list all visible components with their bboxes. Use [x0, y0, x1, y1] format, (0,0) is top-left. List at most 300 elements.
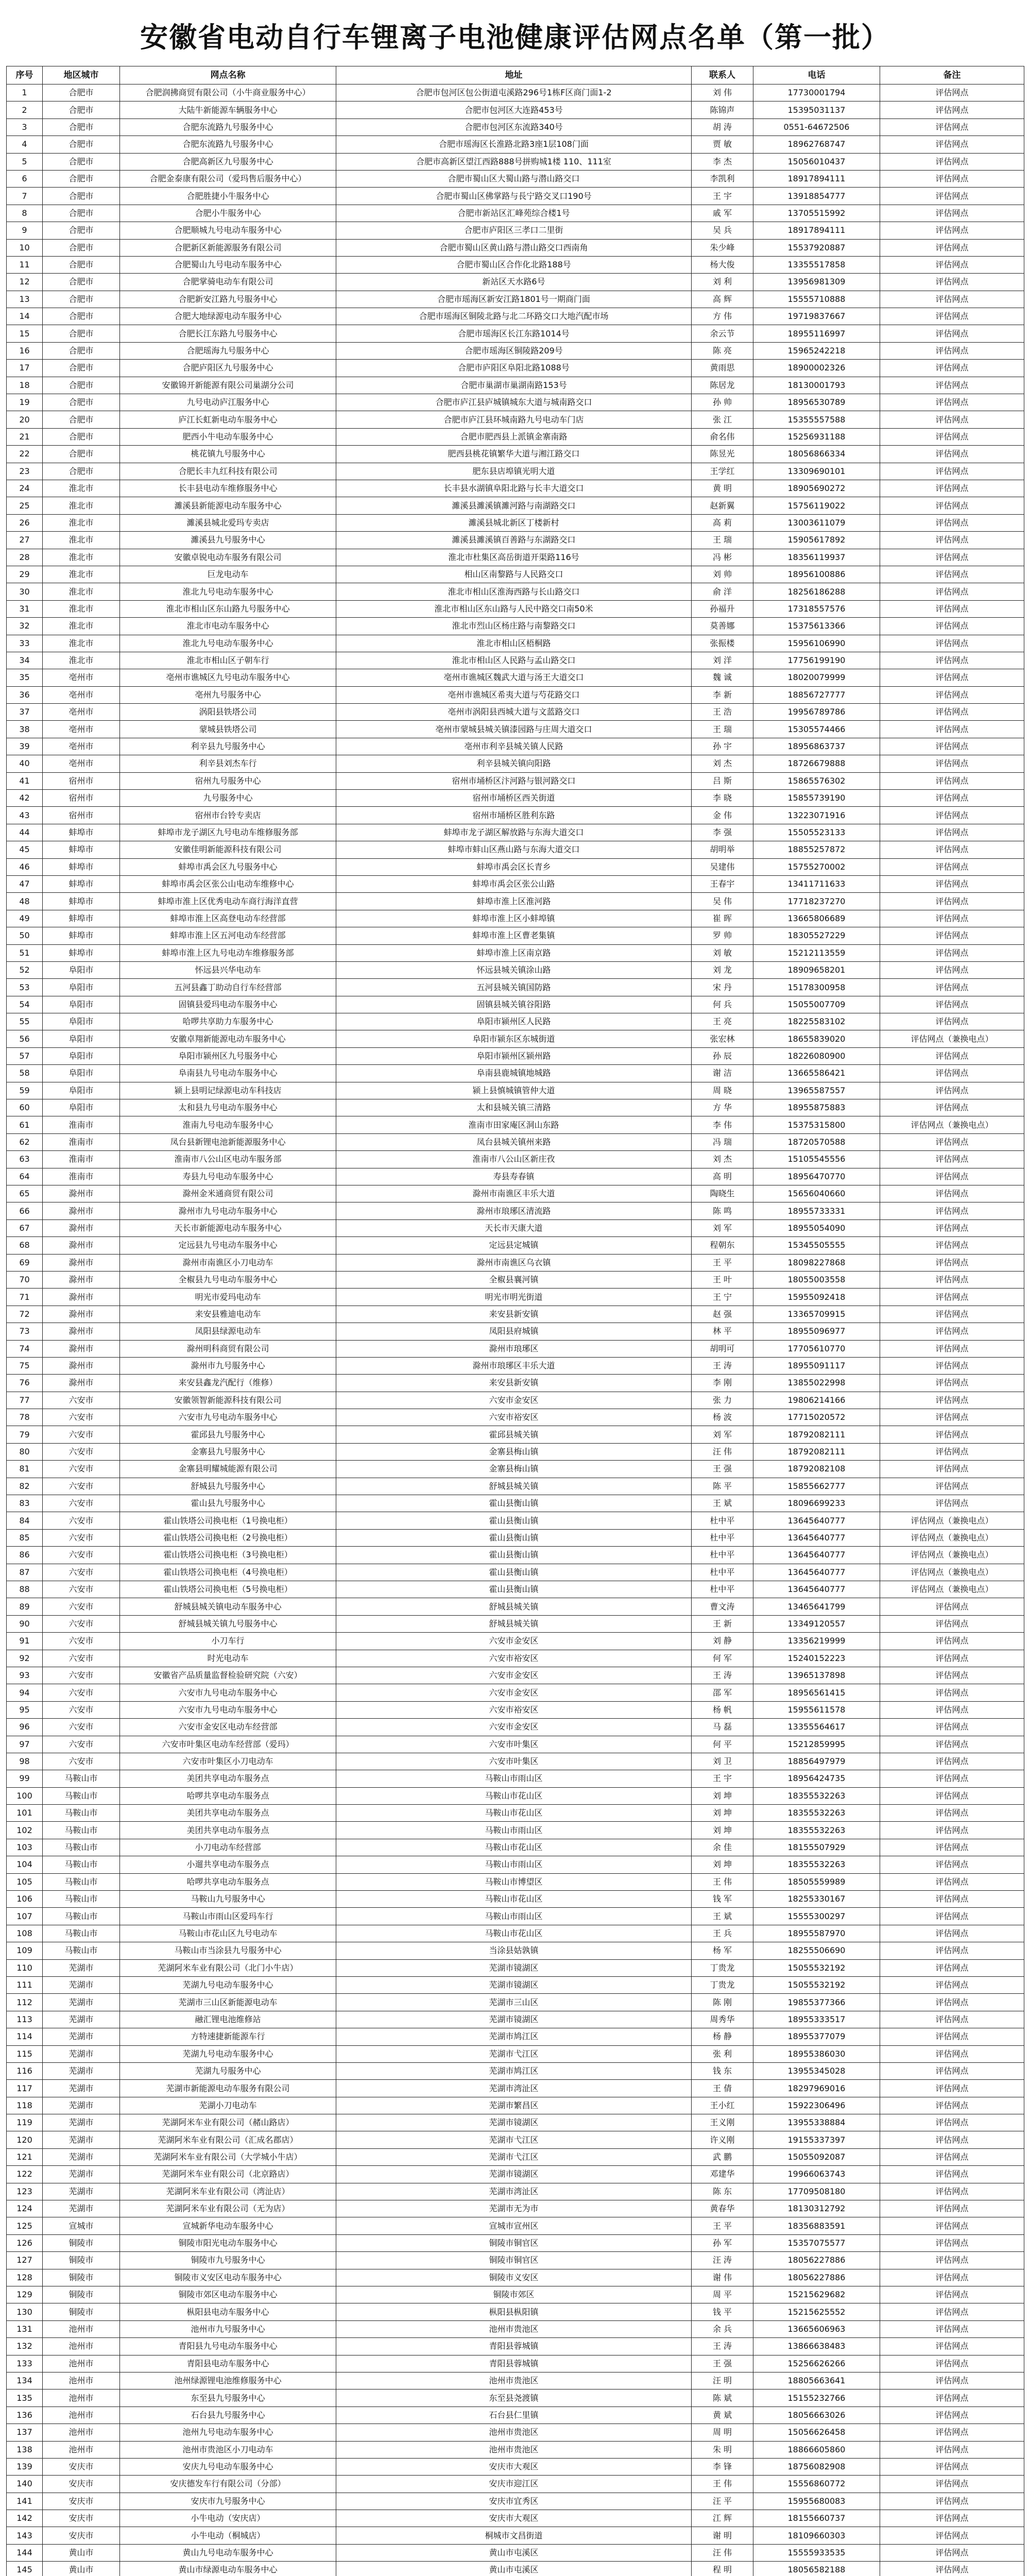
table-row: [7, 2131, 1024, 2148]
cell-contact: 黄雨思: [692, 360, 753, 377]
cell-phone: 17709508180: [753, 2183, 880, 2200]
cell-city: 淮南市: [43, 1133, 120, 1150]
cell-remark: 评估网点（兼换电点）: [880, 1564, 1024, 1581]
cell-remark: 评估网点: [880, 875, 1024, 892]
cell-name: 霍山铁塔公司换电柜（3号换电柜）: [120, 1547, 336, 1564]
cell-city: 合肥市: [43, 256, 120, 273]
cell-contact: 张宏林: [692, 1030, 753, 1047]
table-row: [7, 188, 1024, 205]
cell-name: 六安市九号电动车服务中心: [120, 1684, 336, 1701]
cell-remark: 评估网点: [880, 583, 1024, 600]
cell-contact: 钱 东: [692, 2062, 753, 2079]
cell-address: 相山区南黎路与人民路交口: [336, 566, 692, 583]
cell-remark: 评估网点: [880, 927, 1024, 944]
cell-address: 黄山市屯溪区: [336, 2544, 692, 2561]
cell-contact: 刘 坤: [692, 1805, 753, 1822]
table-row: [7, 1271, 1024, 1288]
cell-phone: 15505523133: [753, 824, 880, 841]
cell-address: 芜湖市湾沚区: [336, 2080, 692, 2097]
cell-name: 哈啰共享助力车服务中心: [120, 1013, 336, 1030]
table-row: [7, 394, 1024, 411]
table-row: [7, 1082, 1024, 1099]
cell-phone: 18955386030: [753, 2045, 880, 2062]
cell-phone: 18130001793: [753, 377, 880, 394]
cell-name: 定远县九号电动车服务中心: [120, 1237, 336, 1254]
cell-no: 20: [7, 411, 43, 428]
cell-no: 142: [7, 2510, 43, 2527]
cell-phone: 15055532192: [753, 1959, 880, 1976]
cell-no: 131: [7, 2320, 43, 2337]
cell-name: 方特速捷新能源车行: [120, 2028, 336, 2045]
cell-name: 合肥长丰九红科技有限公司: [120, 463, 336, 480]
table-row: [7, 618, 1024, 635]
cell-contact: 陈 亮: [692, 342, 753, 359]
cell-name: 九号电动庐江服务中心: [120, 394, 336, 411]
cell-address: 阜南县鹿城镇地城路: [336, 1065, 692, 1082]
cell-contact: 王 宇: [692, 188, 753, 205]
cell-phone: 15955611578: [753, 1701, 880, 1718]
cell-remark: 评估网点: [880, 394, 1024, 411]
table-row: [7, 583, 1024, 600]
cell-address: 铜陵市铜官区: [336, 2234, 692, 2251]
cell-city: 六安市: [43, 1719, 120, 1736]
cell-phone: 18720570588: [753, 1133, 880, 1150]
cell-phone: 18297969016: [753, 2080, 880, 2097]
cell-city: 芜湖市: [43, 2097, 120, 2114]
cell-name: 芜湖阿米车业有限公司（赭山路店）: [120, 2114, 336, 2131]
cell-name: 明光市爱玛电动车: [120, 1289, 336, 1306]
cell-address: 马鞍山市雨山区: [336, 1770, 692, 1787]
cell-no: 78: [7, 1409, 43, 1426]
cell-address: 肥西县桃花镇繁华大道与湘江路交口: [336, 446, 692, 463]
table-row: [7, 1047, 1024, 1064]
cell-contact: 王 涛: [692, 2338, 753, 2355]
cell-contact: 王 兵: [692, 1925, 753, 1942]
cell-name: 长丰县电动车维修服务中心: [120, 480, 336, 497]
cell-address: 蚌埠市禹会区张公山路: [336, 875, 692, 892]
cell-address: 五河县城关镇国防路: [336, 979, 692, 996]
cell-name: 芜湖阿米车业有限公司（北门小牛店）: [120, 1959, 336, 1976]
cell-contact: 何 平: [692, 1736, 753, 1753]
cell-phone: 13956981309: [753, 274, 880, 291]
cell-name: 合肥胜捷小牛服务中心: [120, 188, 336, 205]
cell-phone: 13355517858: [753, 256, 880, 273]
cell-phone: 13665806689: [753, 910, 880, 927]
cell-remark: 评估网点: [880, 1151, 1024, 1168]
cell-address: 亳州市利辛县城关镇人民路: [336, 738, 692, 755]
cell-address: 马鞍山市花山区: [336, 1787, 692, 1804]
cell-address: 池州市贵池区: [336, 2320, 692, 2337]
table-row: [7, 2544, 1024, 2561]
cell-phone: 18225583102: [753, 1013, 880, 1030]
cell-address: 芜湖市无为市: [336, 2200, 692, 2217]
cell-city: 池州市: [43, 2320, 120, 2337]
cell-remark: 评估网点: [880, 635, 1024, 652]
cell-city: 淮南市: [43, 1151, 120, 1168]
cell-phone: 15056010437: [753, 153, 880, 170]
cell-no: 84: [7, 1512, 43, 1529]
cell-remark: 评估网点: [880, 944, 1024, 961]
cell-name: 合肥长江东路九号服务中心: [120, 325, 336, 342]
cell-phone: 18956100886: [753, 566, 880, 583]
cell-remark: 评估网点: [880, 2200, 1024, 2217]
cell-no: 106: [7, 1891, 43, 1908]
cell-remark: 评估网点: [880, 1701, 1024, 1718]
cell-name: 六安市叶集区小刀电动车: [120, 1753, 336, 1770]
cell-phone: 18955733331: [753, 1202, 880, 1219]
cell-name: 青阳县电动车服务中心: [120, 2355, 336, 2372]
cell-remark: 评估网点: [880, 1994, 1024, 2011]
cell-address: 芜湖市镜湖区: [336, 1976, 692, 1993]
cell-remark: 评估网点: [880, 1822, 1024, 1839]
cell-name: 淮北市电动车服务中心: [120, 618, 336, 635]
cell-address: 淮北市烈山区杨庄路与南黎路交口: [336, 618, 692, 635]
cell-phone: 13665586421: [753, 1065, 880, 1082]
table-row: [7, 1013, 1024, 1030]
cell-address: 霍山县衡山镇: [336, 1581, 692, 1598]
table-row: [7, 1650, 1024, 1667]
cell-phone: 15215629682: [753, 2286, 880, 2303]
table-row: [7, 256, 1024, 273]
cell-address: 桐城市文昌街道: [336, 2527, 692, 2544]
table-row: [7, 2200, 1024, 2217]
cell-remark: 评估网点: [880, 532, 1024, 549]
cell-name: 安庆德发车行有限公司（分部）: [120, 2476, 336, 2493]
table-row: [7, 2338, 1024, 2355]
cell-remark: 评估网点: [880, 1185, 1024, 1202]
cell-address: 淮南市田家庵区洞山东路: [336, 1116, 692, 1133]
cell-no: 81: [7, 1461, 43, 1478]
cell-contact: 陈锦声: [692, 101, 753, 118]
cell-name: 小刀车行: [120, 1633, 336, 1650]
cell-no: 125: [7, 2217, 43, 2234]
cell-name: 东至县九号服务中心: [120, 2389, 336, 2406]
table-row: [7, 2028, 1024, 2045]
cell-name: 舒城县城关镇电动车服务中心: [120, 1598, 336, 1615]
cell-city: 合肥市: [43, 101, 120, 118]
cell-phone: 13411711633: [753, 875, 880, 892]
table-row: [7, 1133, 1024, 1150]
table-header-row: [7, 66, 1024, 84]
cell-no: 22: [7, 446, 43, 463]
cell-city: 合肥市: [43, 342, 120, 359]
cell-no: 39: [7, 738, 43, 755]
cell-contact: 何 兵: [692, 996, 753, 1013]
header-no: 序号: [7, 66, 43, 84]
table-row: [7, 2510, 1024, 2527]
cell-no: 69: [7, 1254, 43, 1271]
cell-contact: 李凯利: [692, 170, 753, 187]
cell-remark: 评估网点: [880, 1375, 1024, 1392]
cell-remark: 评估网点: [880, 1392, 1024, 1409]
cell-contact: 王 强: [692, 2355, 753, 2372]
cell-phone: 18856727777: [753, 686, 880, 703]
cell-name: 安徽卓翔新能源电动车服务中心: [120, 1030, 336, 1047]
cell-name: 合肥小牛服务中心: [120, 205, 336, 222]
cell-name: 安徽佳明新能源科技有限公司: [120, 841, 336, 858]
cell-name: 凤台县新锂电池新能源服务中心: [120, 1133, 336, 1150]
cell-remark: 评估网点: [880, 239, 1024, 256]
cell-phone: 18956863737: [753, 738, 880, 755]
cell-name: 池州市九号服务中心: [120, 2320, 336, 2337]
cell-no: 145: [7, 2562, 43, 2576]
cell-contact: 方 华: [692, 1099, 753, 1116]
cell-no: 5: [7, 153, 43, 170]
cell-remark: 评估网点: [880, 2372, 1024, 2389]
table-row: [7, 1426, 1024, 1443]
cell-name: 六安市金安区电动车经营部: [120, 1719, 336, 1736]
cell-phone: 18356119937: [753, 549, 880, 566]
cell-phone: 15965242218: [753, 342, 880, 359]
cell-no: 87: [7, 1564, 43, 1581]
cell-name: 淮南九号电动车服务中心: [120, 1116, 336, 1133]
cell-phone: 18155507929: [753, 1839, 880, 1856]
cell-address: 东至县尧渡镇: [336, 2389, 692, 2406]
cell-remark: 评估网点（兼换电点）: [880, 1512, 1024, 1529]
cell-address: 合肥市肥西县上派镇金寨南路: [336, 428, 692, 445]
cell-address: 芜湖市繁昌区: [336, 2097, 692, 2114]
cell-phone: 15555710888: [753, 291, 880, 308]
table-row: [7, 84, 1024, 101]
cell-phone: 15178300958: [753, 979, 880, 996]
cell-name: 阜阳市颍州区九号服务中心: [120, 1047, 336, 1064]
cell-address: 石台县仁里镇: [336, 2406, 692, 2424]
cell-address: 六安市金安区: [336, 1633, 692, 1650]
cell-address: 舒城县城关镇: [336, 1615, 692, 1632]
cell-no: 83: [7, 1495, 43, 1512]
header-city: 地区城市: [43, 66, 120, 84]
cell-city: 六安市: [43, 1529, 120, 1546]
cell-remark: 评估网点: [880, 2510, 1024, 2527]
cell-phone: 18255506690: [753, 1942, 880, 1959]
cell-remark: 评估网点: [880, 1925, 1024, 1942]
table-row: [7, 704, 1024, 721]
cell-address: 凤台县城关镇州来路: [336, 1133, 692, 1150]
cell-contact: 汪 伟: [692, 2544, 753, 2561]
cell-contact: 程朝东: [692, 1237, 753, 1254]
table-row: [7, 514, 1024, 531]
cell-city: 阜阳市: [43, 996, 120, 1013]
cell-no: 82: [7, 1478, 43, 1495]
cell-phone: 18955875883: [753, 1099, 880, 1116]
cell-city: 阜阳市: [43, 1082, 120, 1099]
cell-phone: 17705610770: [753, 1340, 880, 1357]
cell-name: 安徽锦开新能源有限公司巢湖分公司: [120, 377, 336, 394]
cell-city: 阜阳市: [43, 1013, 120, 1030]
cell-city: 蚌埠市: [43, 893, 120, 910]
cell-phone: 18956470770: [753, 1168, 880, 1185]
table-row: [7, 153, 1024, 170]
cell-phone: 15375613366: [753, 618, 880, 635]
table-row: [7, 428, 1024, 445]
cell-phone: 13645640777: [753, 1564, 880, 1581]
cell-contact: 刘 坤: [692, 1856, 753, 1873]
cell-phone: 19719837667: [753, 308, 880, 325]
cell-address: 霍邱县城关镇: [336, 1426, 692, 1443]
cell-remark: 评估网点: [880, 2011, 1024, 2028]
cell-city: 六安市: [43, 1598, 120, 1615]
table-row: [7, 2476, 1024, 2493]
table-row: [7, 549, 1024, 566]
table-row: [7, 2183, 1024, 2200]
cell-name: 小牛电动（安庆店）: [120, 2510, 336, 2527]
cell-address: 肥东县店埠镇光明大道: [336, 463, 692, 480]
cell-remark: 评估网点: [880, 2355, 1024, 2372]
cell-phone: 13665606963: [753, 2320, 880, 2337]
cell-remark: 评估网点: [880, 136, 1024, 153]
cell-phone: 13965137898: [753, 1667, 880, 1684]
cell-address: 亳州市涡阳县西城大道与文蓝路交口: [336, 704, 692, 721]
cell-address: 马鞍山市雨山区: [336, 1822, 692, 1839]
cell-remark: 评估网点: [880, 428, 1024, 445]
cell-city: 芜湖市: [43, 2148, 120, 2165]
cell-no: 24: [7, 480, 43, 497]
cell-address: 霍山县衡山镇: [336, 1547, 692, 1564]
cell-remark: 评估网点: [880, 377, 1024, 394]
cell-address: 淮北市相山区淮海西路与长山路交口: [336, 583, 692, 600]
cell-contact: 杜中平: [692, 1581, 753, 1598]
cell-no: 92: [7, 1650, 43, 1667]
cell-city: 淮北市: [43, 549, 120, 566]
table-row: [7, 308, 1024, 325]
table-row: [7, 1219, 1024, 1236]
cell-address: 淮北市相山区东山路与人民中路交口南50米: [336, 600, 692, 617]
cell-no: 45: [7, 841, 43, 858]
cell-phone: 18226080900: [753, 1047, 880, 1064]
cell-no: 13: [7, 291, 43, 308]
cell-contact: 吴 伟: [692, 893, 753, 910]
table-row: [7, 239, 1024, 256]
table-row: [7, 1289, 1024, 1306]
cell-no: 47: [7, 875, 43, 892]
cell-address: 池州市贵池区: [336, 2441, 692, 2458]
cell-city: 淮北市: [43, 618, 120, 635]
cell-address: 六安市金安区: [336, 1392, 692, 1409]
cell-contact: 方 伟: [692, 308, 753, 325]
cell-no: 8: [7, 205, 43, 222]
cell-city: 六安市: [43, 1581, 120, 1598]
cell-remark: 评估网点: [880, 2458, 1024, 2475]
table-row: [7, 858, 1024, 875]
cell-name: 合肥东流路九号服务中心: [120, 118, 336, 135]
cell-no: 53: [7, 979, 43, 996]
cell-city: 淮南市: [43, 1168, 120, 1185]
table-row: [7, 755, 1024, 772]
cell-remark: 评估网点: [880, 2562, 1024, 2576]
cell-address: 枞阳县枞阳镇: [336, 2303, 692, 2320]
cell-city: 合肥市: [43, 428, 120, 445]
cell-phone: 15656040660: [753, 1185, 880, 1202]
cell-name: 淮北九号电动车服务中心: [120, 635, 336, 652]
cell-city: 黄山市: [43, 2562, 120, 2576]
cell-contact: 刘 坤: [692, 1822, 753, 1839]
cell-city: 六安市: [43, 1633, 120, 1650]
cell-address: 来安县新安镇: [336, 1306, 692, 1323]
cell-phone: 15537920887: [753, 239, 880, 256]
cell-no: 54: [7, 996, 43, 1013]
cell-address: 黄山市屯溪区: [336, 2562, 692, 2576]
cell-phone: 18956424735: [753, 1770, 880, 1787]
cell-contact: 李 强: [692, 824, 753, 841]
table-row: [7, 1237, 1024, 1254]
cell-contact: 曹文涛: [692, 1598, 753, 1615]
cell-no: 109: [7, 1942, 43, 1959]
cell-city: 滁州市: [43, 1271, 120, 1288]
table-row: [7, 790, 1024, 807]
cell-phone: 18505559989: [753, 1873, 880, 1890]
table-row: [7, 1598, 1024, 1615]
cell-name: 蚌埠市龙子湖区九号电动车维修服务部: [120, 824, 336, 841]
cell-contact: 罗 帅: [692, 927, 753, 944]
cell-remark: 评估网点: [880, 2269, 1024, 2286]
cell-address: 太和县城关镇三清路: [336, 1099, 692, 1116]
cell-remark: 评估网点: [880, 1099, 1024, 1116]
cell-name: 芜湖市新能源电动车服务有限公司: [120, 2080, 336, 2097]
cell-name: 蚌埠市淮上区高登电动车经营部: [120, 910, 336, 927]
cell-city: 六安市: [43, 1736, 120, 1753]
cell-remark: 评估网点: [880, 996, 1024, 1013]
cell-address: 新站区天水路6号: [336, 274, 692, 291]
cell-remark: 评估网点: [880, 497, 1024, 514]
cell-name: 巨龙电动车: [120, 566, 336, 583]
cell-no: 57: [7, 1047, 43, 1064]
cell-remark: 评估网点: [880, 1891, 1024, 1908]
cell-name: 霍山铁塔公司换电柜（1号换电柜）: [120, 1512, 336, 1529]
cell-no: 101: [7, 1805, 43, 1822]
cell-contact: 张 力: [692, 1392, 753, 1409]
cell-contact: 汪 涛: [692, 2252, 753, 2269]
cell-address: 金寨县梅山镇: [336, 1443, 692, 1460]
cell-no: 89: [7, 1598, 43, 1615]
table-row: [7, 170, 1024, 187]
cell-name: 合肥庐阳区九号服务中心: [120, 360, 336, 377]
cell-remark: 评估网点（兼换电点）: [880, 1547, 1024, 1564]
cell-city: 滁州市: [43, 1237, 120, 1254]
cell-name: 枞阳县电动车服务中心: [120, 2303, 336, 2320]
cell-contact: 王 宁: [692, 1289, 753, 1306]
cell-city: 亳州市: [43, 721, 120, 738]
cell-remark: 评估网点: [880, 1976, 1024, 1993]
cell-remark: 评估网点: [880, 2424, 1024, 2441]
cell-no: 29: [7, 566, 43, 583]
cell-no: 68: [7, 1237, 43, 1254]
cell-city: 铜陵市: [43, 2234, 120, 2251]
cell-remark: 评估网点: [880, 360, 1024, 377]
cell-contact: 王 新: [692, 1615, 753, 1632]
cell-address: 凤阳县府城镇: [336, 1323, 692, 1340]
cell-no: 61: [7, 1116, 43, 1133]
cell-phone: 15955680083: [753, 2493, 880, 2510]
cell-remark: 评估网点: [880, 1202, 1024, 1219]
cell-phone: 15375315800: [753, 1116, 880, 1133]
cell-city: 六安市: [43, 1701, 120, 1718]
cell-contact: 杨 波: [692, 1409, 753, 1426]
table-row: [7, 1873, 1024, 1890]
cell-name: 亳州九号服务中心: [120, 686, 336, 703]
cell-contact: 王 强: [692, 1461, 753, 1478]
cell-remark: 评估网点: [880, 858, 1024, 875]
cell-name: 小刀电动车经营部: [120, 1839, 336, 1856]
cell-contact: 张 江: [692, 411, 753, 428]
roster-table: [6, 66, 1024, 2576]
table-row: [7, 961, 1024, 978]
cell-remark: 评估网点: [880, 1478, 1024, 1495]
cell-city: 芜湖市: [43, 2080, 120, 2097]
cell-name: 滁州市九号服务中心: [120, 1357, 336, 1374]
cell-city: 六安市: [43, 1547, 120, 1564]
table-row: [7, 1409, 1024, 1426]
cell-contact: 邵 军: [692, 1684, 753, 1701]
